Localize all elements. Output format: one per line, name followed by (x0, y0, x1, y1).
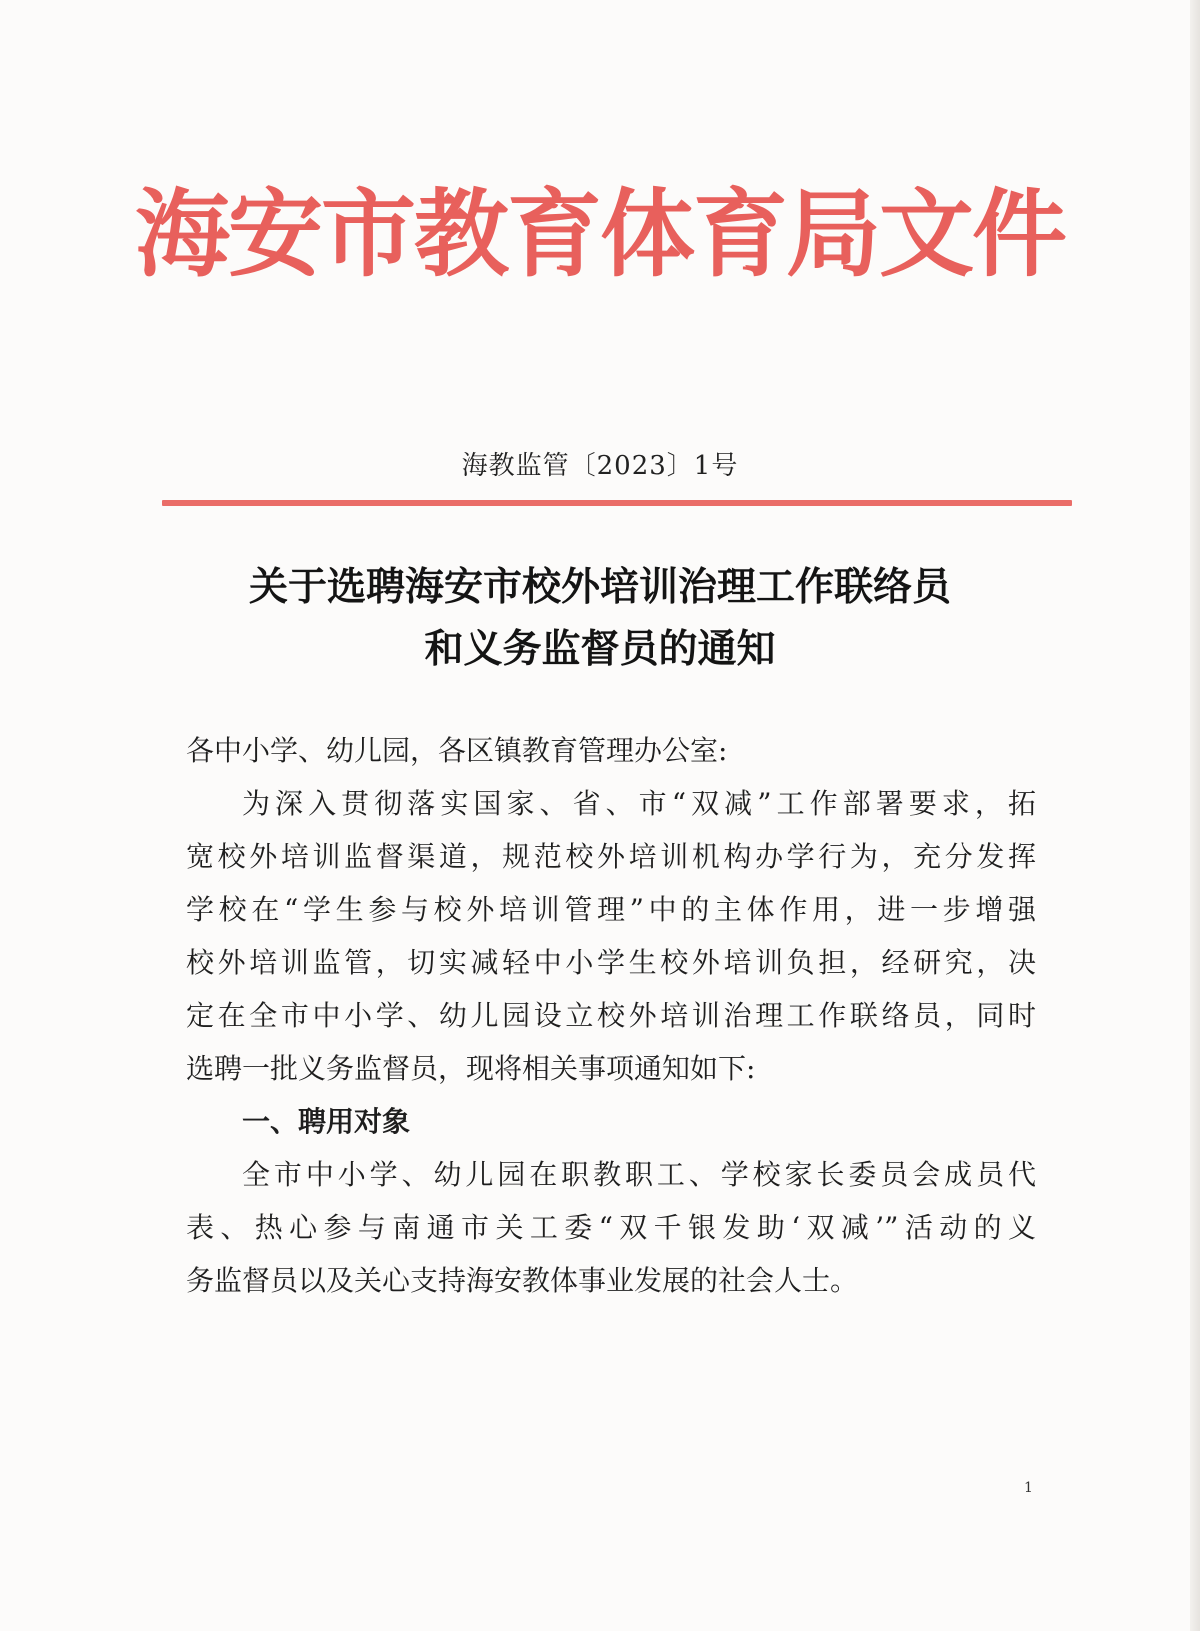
title-line-2: 和义务监督员的通知 (424, 626, 776, 672)
red-separator-line (162, 500, 1072, 506)
issuer-header: 海安市教育体育局文件 (134, 180, 1065, 290)
section-line: 务监督员以及关心支持海安教体事业发展的社会人士。 (186, 1264, 859, 1297)
section-heading: 一、聘用对象 (242, 1105, 411, 1138)
intro-line: 为深入贯彻落实国家、省、市“双减”工作部署要求，拓 (242, 787, 1036, 820)
title-line-1: 关于选聘海安市校外培训治理工作联络员 (248, 564, 951, 610)
intro-line: 学校在“学生参与校外培训管理”中的主体作用，进一步增强 (186, 893, 1036, 926)
intro-line: 校外培训监管，切实减轻中小学生校外培训负担，经研究，决 (186, 946, 1036, 979)
section-line: 全市中小学、幼儿园在职教职工、学校家长委员会成员代 (242, 1158, 1036, 1191)
salutation: 各中小学、幼儿园，各区镇教育管理办公室: (186, 734, 728, 767)
intro-line: 定在全市中小学、幼儿园设立校外培训治理工作联络员，同时 (186, 999, 1036, 1032)
section-line: 表、热心参与南通市关工委“双千银发助‘双减’”活动的义 (186, 1211, 1036, 1244)
document-body (186, 724, 1036, 1307)
document-number: 海教监管〔2023〕1号 (461, 451, 739, 481)
intro-line: 选聘一批义务监督员，现将相关事项通知如下: (186, 1052, 756, 1085)
page-number: 1 (1024, 1480, 1033, 1496)
intro-line: 宽校外培训监督渠道，规范校外培训机构办学行为，充分发挥 (186, 840, 1036, 873)
document-title (0, 556, 1200, 680)
